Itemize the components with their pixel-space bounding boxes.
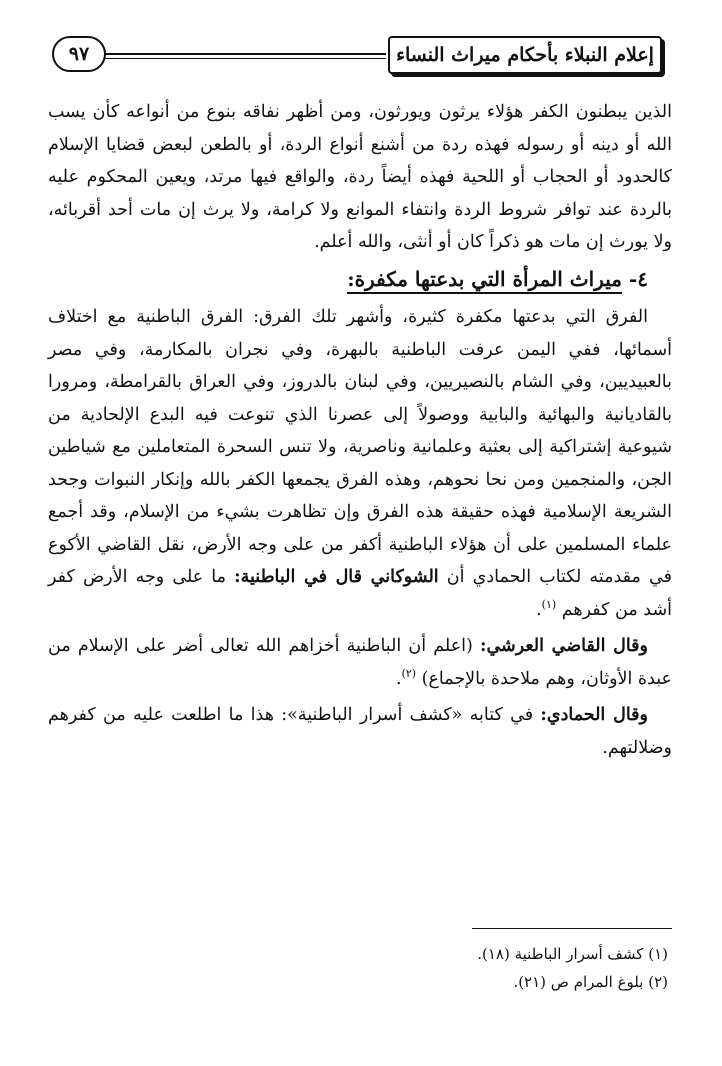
arshi-quote: (اعلم أن الباطنية أخزاهم الله تعالى أضر على الإسلام من عبدة الأوثان، وهم ملاحدة بالإجماع): [48, 636, 672, 689]
hammadi-text: في كتابه «كشف أسرار الباطنية»: هذا ما اطلعت عليه من كفرهم وضلالتهم.: [48, 705, 672, 758]
paragraph-arshi: [48, 630, 672, 695]
running-header: [52, 36, 662, 72]
page-body: [48, 96, 672, 768]
page-number: ٩٧: [52, 36, 106, 72]
book-title: إعلام النبلاء بأحكام ميراث النساء: [388, 36, 662, 74]
paragraph-sects-lead: الفرق التي بدعتها مكفرة كثيرة، وأشهر تلك الفرق: الفرق الباطنية مع اختلاف أسمائها، ففي اليمن عرفت الباطنية بالبهرة، وفي نجران بالمكارمة، وفي مصر بالعبيديين، وفي الشام بالنصيريين، وفي لبنان بالدروز، وفي العراق بالقرامطة، ومرورا بالقاديانية والبهائية والبابية ووصولاً إلى عصرنا الذي تنوعت فيه البدع الإلحادية من شيوعية إشتراكية إلى بعثية وعلمانية وناصرية، ولا تنس السحرة المتعاملين مع شياطين الجن، والمنجمين ومن نحا نحوهم، وهذه الفرق يجمعها الكفر بالله وإنكار النبوات وجحد الشريعة الإسلامية فهذه حقيقة هذه الفرق وإن تظاهرت بشيء من الإسلام، وقد أجمع علماء المسلمين على أن هؤلاء الباطنية أكفر من على وجه الأرض، نقل القاضي الأكوع في مقدمته لكتاب الحمادي أن: [48, 307, 672, 587]
section-heading: [48, 263, 648, 296]
footnotes: [48, 940, 672, 996]
hammadi-label: وقال الحمادي:: [540, 705, 648, 725]
footnote-ref-1[interactable]: (١): [541, 597, 557, 611]
footnote-separator: [472, 928, 672, 929]
arshi-label: وقال القاضي العرشي:: [479, 636, 648, 656]
footnote-2: (٢) بلوغ المرام ص (٢١).: [513, 973, 668, 991]
sentence-end: .: [536, 599, 542, 620]
header-rule: [100, 53, 386, 55]
shawkani-quote: ما على وجه الأرض كفر أشد من كفرهم: [48, 567, 672, 620]
paragraph-hammadi: [48, 699, 672, 764]
footnote-ref-2[interactable]: (٢): [401, 666, 417, 680]
paragraph-sects: [48, 301, 672, 626]
section-title: ميراث المرأة التي بدعتها مكفرة:: [347, 267, 622, 294]
sentence-end: .: [395, 668, 402, 689]
shawkani-quote-label: الشوكاني قال في الباطنية:: [234, 567, 439, 587]
footnote-1: (١) كشف أسرار الباطنية (١٨).: [477, 945, 668, 963]
header-rule-thin: [100, 58, 386, 59]
section-number: ٤-: [628, 266, 648, 291]
paragraph-apostasy: الذين يبطنون الكفر هؤلاء يرثون ويورثون، ومن أظهر نفاقه بنوع من أنواعه كأن يسب الله أو دينه أو رسوله فهذه ردة من أشنع أنواع الردة، أو بالطعن لبعض قضايا الإسلام كالحدود أو الحجاب أو اللحية فهذه أيضاً ردة، والواقع فيها مرتد، ويعين المحكوم عليه بالردة عند توافر شروط الردة وانتفاء الموانع ولا كرامة، ولا يرث إن مات أحد أقربائه، ولا يورث إن مات هو ذكراً كان أو أنثى، والله أعلم.: [48, 102, 672, 252]
